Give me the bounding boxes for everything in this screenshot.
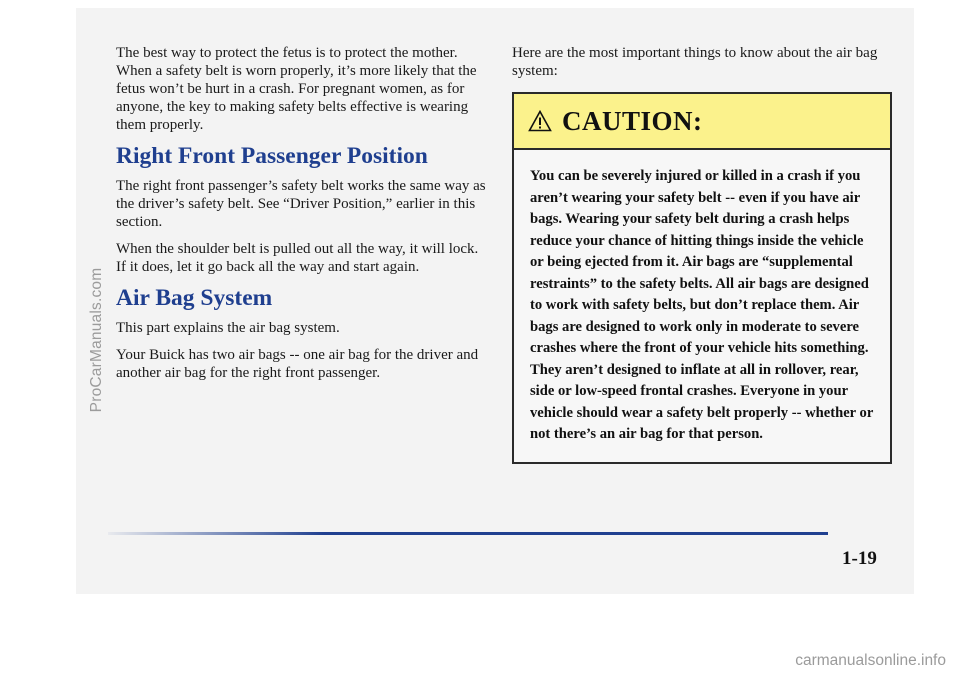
bottom-watermark: carmanualsonline.info (795, 652, 946, 669)
right-front-passenger-heading: Right Front Passenger Position (116, 143, 428, 169)
caution-title: CAUTION: (562, 105, 703, 136)
page-number: 1-19 (842, 548, 877, 569)
air-bag-things-intro: Here are the most important things to know about the air bag system: (512, 45, 878, 79)
footer-rule (108, 532, 828, 535)
air-bag-intro-paragraph: This part explains the air bag system. (116, 320, 340, 336)
shoulder-belt-paragraph: When the shoulder belt is pulled out all the way, it will lock. If it does, let it go back all the way and start again. (116, 241, 479, 275)
fetus-protection-paragraph: The best way to protect the fetus is to protect the mother. When a safety belt is worn properly, it’s more likely that the fetus won’t be hurt in a crash. For pregnant women, as for anyone, the key to making safety belts effective is wearing them properly. (116, 45, 477, 133)
two-air-bags-paragraph: Your Buick has two air bags -- one air bag for the driver and another air bag for the right front passenger. (116, 347, 479, 381)
warning-triangle-icon (528, 110, 552, 132)
caution-header (514, 94, 890, 150)
air-bag-system-heading: Air Bag System (116, 285, 273, 311)
caution-box (512, 92, 892, 464)
passenger-belt-paragraph: The right front passenger’s safety belt works the same way as the driver’s safety belt. See “Driver Position,” earlier in this section. (116, 178, 486, 230)
side-watermark: ProCarManuals.com (88, 267, 105, 413)
caution-body: You can be severely injured or killed in a crash if you aren’t wearing your safety belt -- even if you have air bags. Wearing your safety belt during a crash helps reduce your chance of hitting things inside the vehicle or being ejected from it. Air bags are “supplemental restraints” to the safety belts. All air bags are designed to work with safety belts, but don’t replace them. Air bags are designed to work only in moderate to severe crashes where the front of your vehicle hits something. They aren’t designed to inflate at all in rollover, rear, side or low-speed frontal crashes. Everyone in your vehicle should wear a safety belt properly -- whether or not there’s an air bag for that person. (530, 168, 874, 442)
right-column (512, 44, 892, 464)
left-column (116, 44, 488, 391)
